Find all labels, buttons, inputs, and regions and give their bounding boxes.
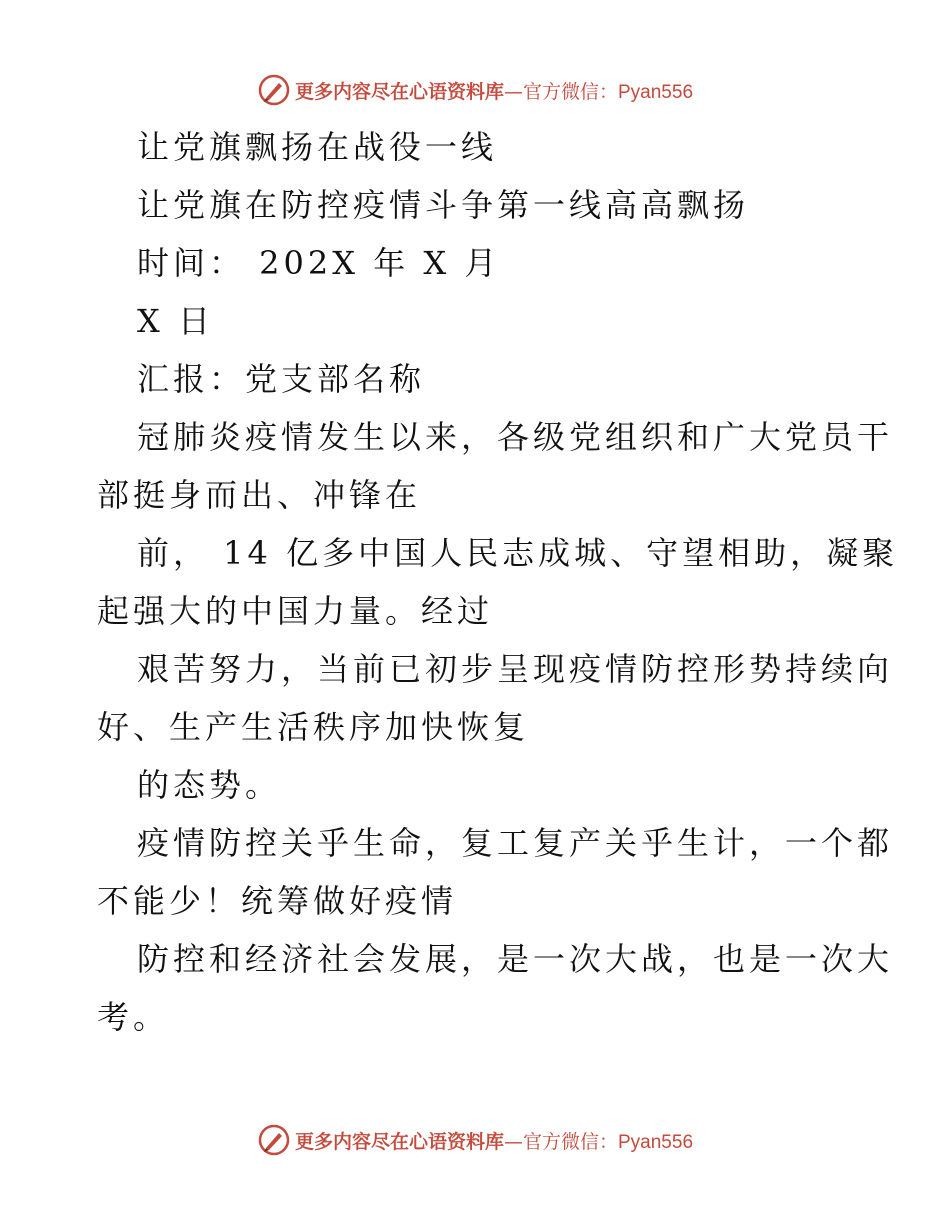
paragraph-line: 不能少！统筹做好疫情: [97, 882, 458, 920]
header-watermark: [0, 70, 950, 110]
watermark-main: 更多内容尽在心语资料库: [294, 1130, 504, 1153]
watermark-text: [295, 1127, 693, 1154]
paragraph-line: 冠肺炎疫情发生以来，各级党组织和广大党员干: [137, 418, 894, 456]
paragraph-line: 好、生产生活秩序加快恢复: [97, 708, 530, 746]
watermark-text: [295, 77, 693, 104]
watermark-separator: —: [503, 80, 523, 103]
paragraph-line: 艰苦努力，当前已初步呈现疫情防控形势持续向: [137, 650, 894, 688]
pen-logo-icon: [257, 73, 291, 107]
doc-subtitle: 让党旗在防控疫情斗争第一线高高飘扬: [137, 186, 750, 224]
paragraph-line: 防控和经济社会发展，是一次大战，也是一次大: [137, 940, 894, 978]
doc-reporter: 汇报：党支部名称: [137, 360, 426, 398]
paragraph-line: 的态势。: [137, 766, 282, 804]
doc-date-line: 时间： 202X 年 X 月: [137, 244, 501, 282]
pen-logo-icon: [257, 1123, 291, 1157]
paragraph-line: 起强大的中国力量。经过: [97, 592, 494, 630]
watermark-wechat-label: 官方微信：: [522, 80, 618, 103]
doc-title: 让党旗飘扬在战役一线: [137, 128, 498, 166]
footer-watermark: [0, 1120, 950, 1160]
doc-date-line-cont: X 日: [137, 302, 214, 340]
watermark-separator: —: [503, 1130, 523, 1153]
watermark-main: 更多内容尽在心语资料库: [294, 80, 504, 103]
watermark-wechat-id: Pyan556: [618, 1131, 694, 1153]
paragraph-line: 前， 14 亿多中国人民志成城、守望相助，凝聚: [137, 534, 899, 572]
paragraph-line: 部挺身而出、冲锋在: [97, 476, 422, 514]
watermark-wechat-label: 官方微信：: [522, 1130, 618, 1153]
paragraph-line: 疫情防控关乎生命，复工复产关乎生计，一个都: [137, 824, 894, 862]
paragraph-line: 考。: [97, 998, 170, 1036]
watermark-wechat-id: Pyan556: [618, 81, 694, 103]
document-body: [97, 118, 899, 1046]
